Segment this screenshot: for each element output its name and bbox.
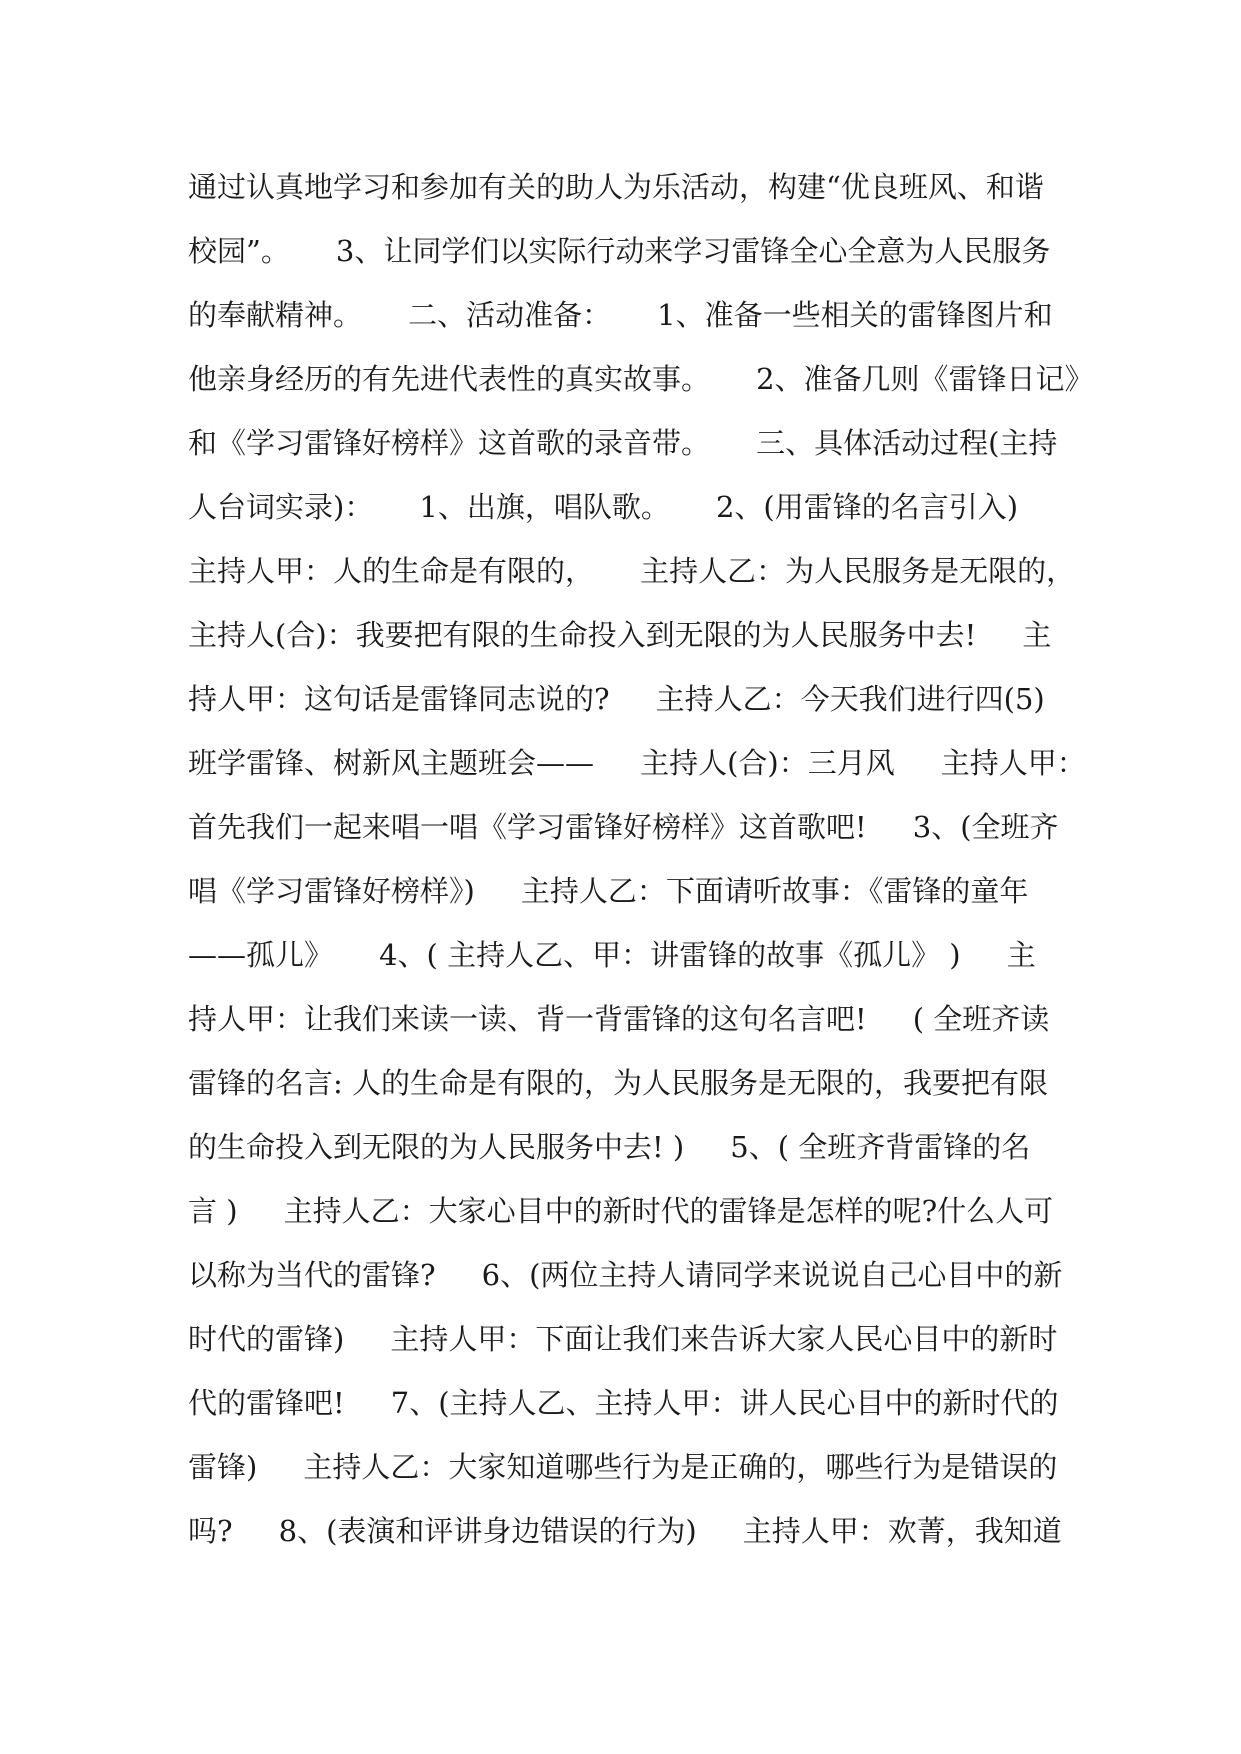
text-line: 和《学习雷锋好榜样》这首歌的录音带。 三、具体活动过程(主持 [188,426,1058,460]
text-line: 唱《学习雷锋好榜样》) 主持人乙：下面请听故事：《雷锋的童年 [188,874,1029,908]
text-line: 的生命投入到无限的为人民服务中去! ) 5、( 全班齐背雷锋的名 [188,1130,1031,1164]
text-line: 代的雷锋吧! 7、(主持人乙、主持人甲：讲人民心目中的新时代的 [188,1386,1059,1420]
text-line: 持人甲：让我们来读一读、背一背雷锋的这句名言吧! ( 全班齐读 [188,1002,1050,1036]
text-line: 时代的雷锋) 主持人甲：下面让我们来告诉大家人民心目中的新时 [188,1322,1058,1356]
text-line: 他亲身经历的有先进代表性的真实故事。 2、准备几则《雷锋日记》 [188,362,1094,396]
text-line: 主持人(合)：我要把有限的生命投入到无限的为人民服务中去! 主 [188,618,1052,652]
text-line: 持人甲：这句话是雷锋同志说的? 主持人乙：今天我们进行四(5) [188,682,1045,716]
text-line: 校园”。 3、让同学们以实际行动来学习雷锋全心全意为人民服务 [188,234,1051,268]
text-line: 人台词实录)： 1、出旗，唱队歌。 2、(用雷锋的名言引入) [188,490,1019,524]
body-text [188,155,1094,1563]
text-line: 雷锋) 主持人乙：大家知道哪些行为是正确的，哪些行为是错误的 [188,1450,1058,1484]
text-line: ——孤儿》 4、( 主持人乙、甲：讲雷锋的故事《孤儿》 ) 主 [188,938,1036,972]
text-line: 班学雷锋、树新风主题班会—— 主持人(合)：三月风 主持人甲： [188,746,1086,780]
text-line: 吗? 8、(表演和评讲身边错误的行为) 主持人甲：欢菁，我知道 [188,1514,1062,1548]
text-line: 通过认真地学习和参加有关的助人为乐活动，构建“优良班风、和谐 [188,170,1044,204]
text-line: 以称为当代的雷锋? 6、(两位主持人请同学来说说自己心目中的新 [188,1258,1063,1292]
text-line: 的奉献精神。 二、活动准备： 1、准备一些相关的雷锋图片和 [188,298,1053,332]
text-line: 雷锋的名言: 人的生命是有限的，为人民服务是无限的，我要把有限 [188,1066,1048,1100]
text-line: 言 ) 主持人乙：大家心目中的新时代的雷锋是怎样的呢?什么人可 [188,1194,1054,1228]
text-line: 主持人甲：人的生命是有限的， 主持人乙：为人民服务是无限的， [188,554,1076,588]
text-line: 首先我们一起来唱一唱《学习雷锋好榜样》这首歌吧! 3、(全班齐 [188,810,1059,844]
